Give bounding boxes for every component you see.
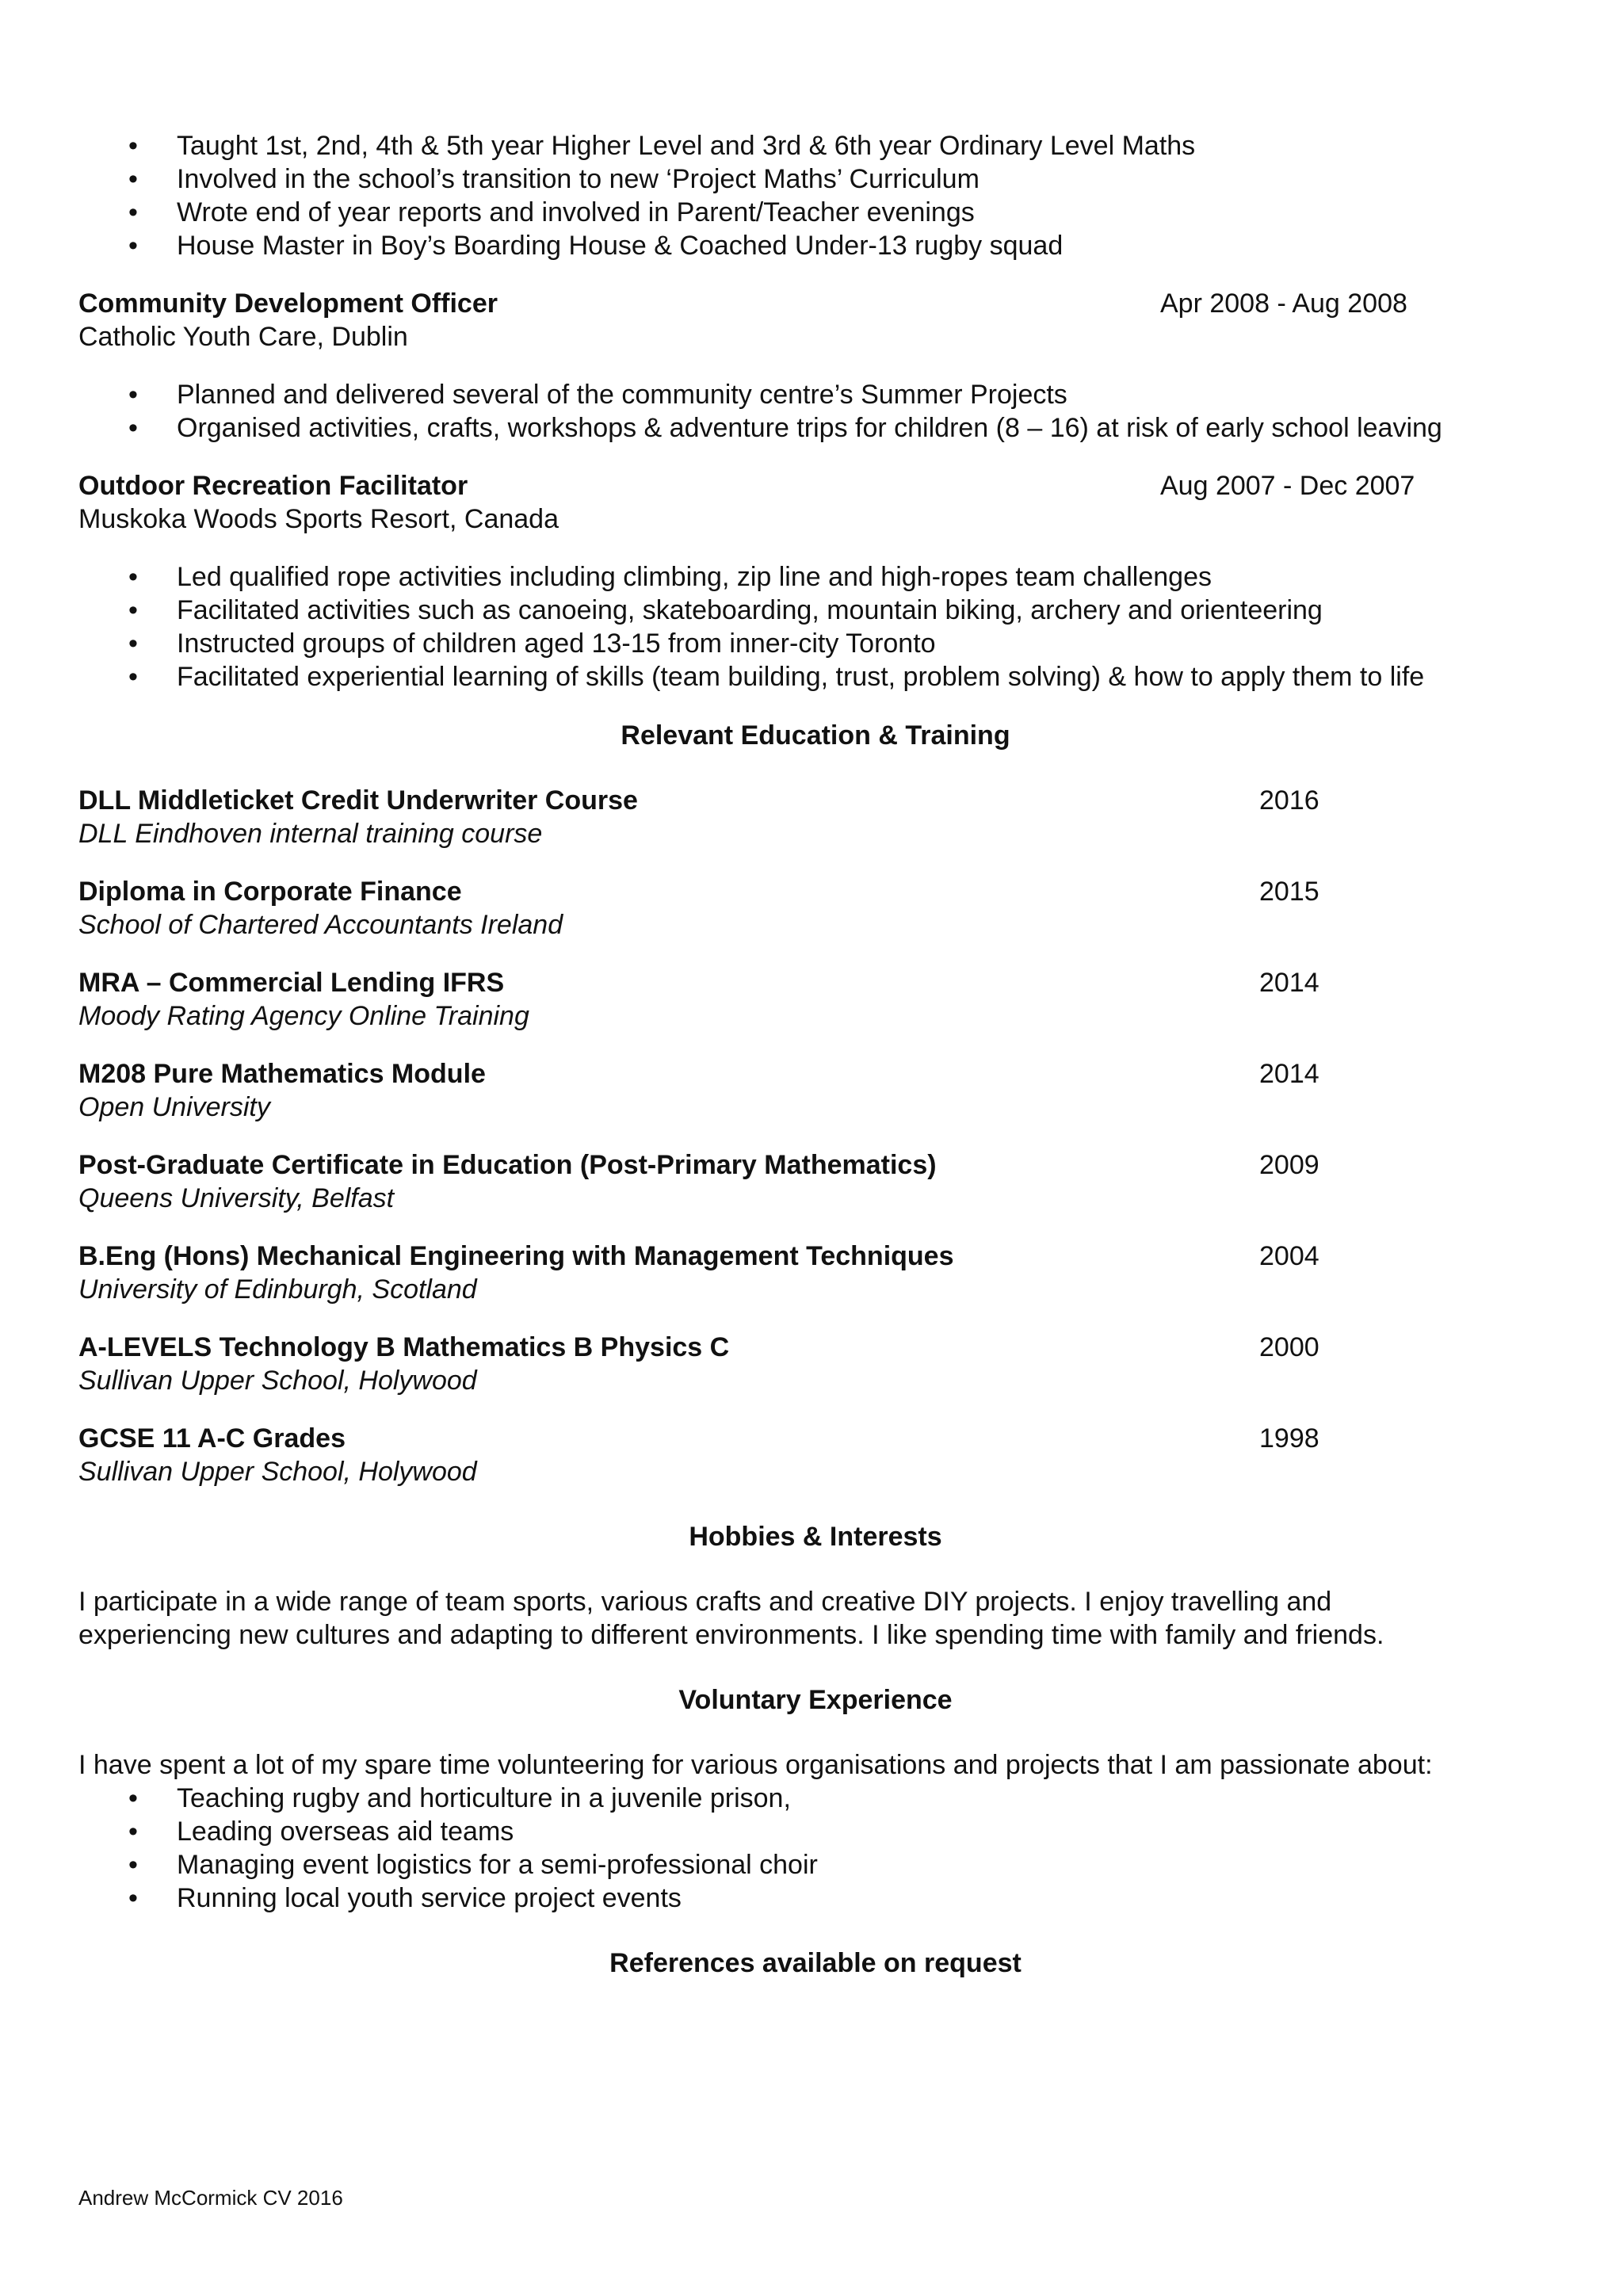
bullet-icon: •	[128, 1783, 138, 1813]
list-item: • Managing event logistics for a semi-professional choir	[128, 1850, 818, 1880]
education-year: 2000	[1259, 1332, 1319, 1362]
bullet-icon: •	[128, 562, 138, 592]
list-item: • Facilitated activities such as canoeing, skateboarding, mountain biking, archery and orienteering	[128, 595, 1323, 625]
hobbies-heading: Hobbies & Interests	[689, 1522, 942, 1552]
references-note: References available on request	[609, 1948, 1022, 1978]
list-item: • Leading overseas aid teams	[128, 1817, 514, 1847]
education-institution: DLL Eindhoven internal training course	[78, 819, 543, 849]
education-year: 1998	[1259, 1423, 1319, 1454]
job-community-development	[78, 287, 1552, 445]
education-title: MRA – Commercial Lending IFRS	[78, 968, 505, 998]
list-item: • Wrote end of year reports and involved in Parent/Teacher evenings	[128, 197, 975, 227]
education-institution: University of Edinburgh, Scotland	[78, 1274, 477, 1305]
job-title: Outdoor Recreation Facilitator	[78, 471, 468, 501]
education-item	[78, 1148, 1552, 1215]
education-year: 2004	[1259, 1241, 1319, 1271]
page-footer: Andrew McCormick CV 2016	[78, 2186, 343, 2210]
education-item	[78, 1331, 1552, 1397]
education-item	[78, 1422, 1552, 1488]
bullet-icon: •	[128, 231, 138, 261]
list-item: • Instructed groups of children aged 13-15 from inner-city Toronto	[128, 628, 936, 659]
job-dates: Apr 2008 - Aug 2008	[1160, 288, 1407, 319]
education-title: B.Eng (Hons) Mechanical Engineering with Management Techniques	[78, 1241, 954, 1271]
job-header	[78, 287, 1552, 320]
education-heading: Relevant Education & Training	[621, 720, 1010, 751]
education-year: 2014	[1259, 1059, 1319, 1089]
bullet-icon: •	[128, 197, 138, 227]
bullet-icon: •	[128, 1883, 138, 1913]
job-bullet-list	[78, 378, 1552, 445]
education-year: 2009	[1259, 1150, 1319, 1180]
education-year: 2014	[1259, 968, 1319, 998]
education-title: DLL Middleticket Credit Underwriter Course	[78, 785, 638, 816]
voluntary-heading: Voluntary Experience	[678, 1685, 953, 1715]
voluntary-bullet-list	[78, 1782, 1552, 1915]
bullet-icon: •	[128, 380, 138, 410]
bullet-icon: •	[128, 164, 138, 194]
list-item: • Teaching rugby and horticulture in a juvenile prison,	[128, 1783, 791, 1813]
list-item: • Planned and delivered several of the community centre’s Summer Projects	[128, 380, 1067, 410]
job-employer: Catholic Youth Care, Dublin	[78, 322, 408, 352]
education-institution: Sullivan Upper School, Holywood	[78, 1457, 477, 1487]
education-institution: Sullivan Upper School, Holywood	[78, 1366, 477, 1396]
bullet-icon: •	[128, 662, 138, 692]
list-item: • House Master in Boy’s Boarding House & Coached Under-13 rugby squad	[128, 231, 1064, 261]
list-item: • Led qualified rope activities including climbing, zip line and high-ropes team challenges	[128, 562, 1212, 592]
job-header	[78, 469, 1552, 502]
bullet-icon: •	[128, 595, 138, 625]
education-item	[78, 875, 1552, 942]
list-item: • Facilitated experiential learning of skills (team building, trust, problem solving) & how to apply them to life	[128, 662, 1425, 692]
education-year: 2016	[1259, 785, 1319, 816]
voluntary-intro: I have spent a lot of my spare time volunteering for various organisations and projects that I am passionate about:	[78, 1750, 1433, 1780]
job-bullet-list	[78, 560, 1552, 693]
job-outdoor-recreation	[78, 469, 1552, 693]
education-institution: Moody Rating Agency Online Training	[78, 1001, 529, 1031]
education-institution: Open University	[78, 1092, 270, 1122]
job-title: Community Development Officer	[78, 288, 498, 319]
education-year: 2015	[1259, 877, 1319, 907]
education-title: A-LEVELS Technology B Mathematics B Physics C	[78, 1332, 730, 1362]
education-item	[78, 1240, 1552, 1306]
education-title: Diploma in Corporate Finance	[78, 877, 462, 907]
hobbies-text: I participate in a wide range of team sports, various crafts and creative DIY projects. I enjoy travelling and experiencing new cultures and adapting to different environments. I like spending time with family and friends.	[78, 1587, 1384, 1650]
bullet-icon: •	[128, 1817, 138, 1847]
teaching-bullet-list	[78, 129, 1552, 262]
list-item: • Organised activities, crafts, workshops & adventure trips for children (8 – 16) at risk of early school leaving	[128, 413, 1442, 443]
education-item	[78, 1057, 1552, 1124]
cv-page	[78, 129, 1552, 1980]
education-item	[78, 784, 1552, 850]
list-item: • Running local youth service project events	[128, 1883, 682, 1913]
education-title: Post-Graduate Certificate in Education (Post-Primary Mathematics)	[78, 1150, 937, 1180]
bullet-icon: •	[128, 413, 138, 443]
education-item	[78, 966, 1552, 1033]
job-dates: Aug 2007 - Dec 2007	[1160, 471, 1415, 501]
bullet-icon: •	[128, 628, 138, 659]
bullet-icon: •	[128, 1850, 138, 1880]
education-institution: School of Chartered Accountants Ireland	[78, 910, 563, 940]
education-institution: Queens University, Belfast	[78, 1183, 395, 1213]
job-employer: Muskoka Woods Sports Resort, Canada	[78, 504, 559, 534]
list-item: • Involved in the school’s transition to new ‘Project Maths’ Curriculum	[128, 164, 980, 194]
bullet-icon: •	[128, 131, 138, 161]
education-title: GCSE 11 A-C Grades	[78, 1423, 346, 1454]
education-title: M208 Pure Mathematics Module	[78, 1059, 486, 1089]
list-item: • Taught 1st, 2nd, 4th & 5th year Higher Level and 3rd & 6th year Ordinary Level Maths	[128, 131, 1196, 161]
